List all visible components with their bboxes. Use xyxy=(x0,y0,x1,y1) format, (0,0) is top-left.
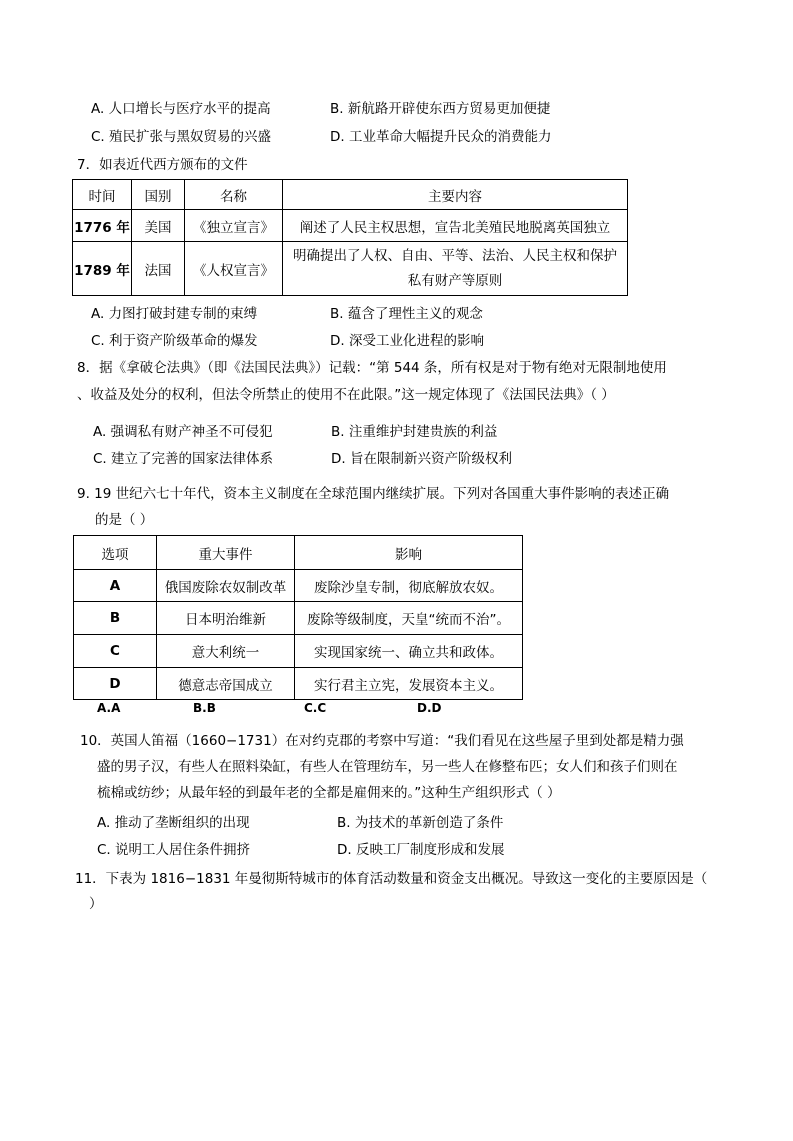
q10-option-a: A. 推动了垄断组织的出现 xyxy=(97,815,250,831)
q9-cell-event: 意大利统一 xyxy=(157,635,295,668)
q10-option-d: D. 反映工厂制度形成和发展 xyxy=(337,842,505,858)
q9-stem-line2: 的是（ ） xyxy=(95,512,154,528)
q7-header-time: 时间 xyxy=(73,180,132,210)
table-row xyxy=(74,668,523,700)
q10-option-b: B. 为技术的革新创造了条件 xyxy=(337,815,504,831)
q7-cell-time: 1776 年 xyxy=(73,210,132,242)
q7-option-d: D. 深受工业化进程的影响 xyxy=(330,333,484,349)
table-row xyxy=(74,570,523,602)
q10-stem-line1: 10．英国人笛福（1660−1731）在对约克郡的考察中写道：“我们看见在这些屋子里到处都是精力强 xyxy=(80,733,684,749)
q10-stem-line3: 梳棉或纺纱；从最年轻的到最年老的全都是雇佣来的。”这种生产组织形式（ ） xyxy=(97,785,561,801)
q9-cell-effect: 实行君主立宪，发展资本主义。 xyxy=(295,668,523,700)
q9-option-a: A.A xyxy=(97,701,121,715)
q7-cell-content-line1: 明确提出了人权、自由、平等、法治、人民主权和保护 xyxy=(293,247,617,264)
q9-header-effect: 影响 xyxy=(295,536,523,570)
q9-cell-effect: 废除等级制度，天皇“统而不治”。 xyxy=(295,602,523,635)
q7-cell-content xyxy=(283,242,628,296)
q9-cell-event: 俄国废除农奴制改革 xyxy=(157,570,295,602)
q11-stem-line1: 11．下表为 1816−1831 年曼彻斯特城市的体育活动数量和资金支出概况。导致这一变化的主要原因是（ xyxy=(75,871,708,887)
q7-header-country: 国别 xyxy=(132,180,185,210)
q8-option-d: D. 旨在限制新兴资产阶级权利 xyxy=(331,451,512,467)
q9-table xyxy=(73,535,523,700)
q7-cell-content-line2: 私有财产等原则 xyxy=(407,272,503,289)
q9-cell-option: B xyxy=(74,602,157,635)
q9-header-option: 选项 xyxy=(74,536,157,570)
q8-stem-line1: 8．据《拿破仑法典》（即《法国民法典》）记载：“第 544 条，所有权是对于物有绝对无限制地使用 xyxy=(77,360,667,376)
q9-table-header-row xyxy=(74,536,523,570)
q8-option-a: A. 强调私有财产神圣不可侵犯 xyxy=(93,424,273,440)
q10-stem-line2: 盛的男子汉，有些人在照料染缸，有些人在管理纺车，另一些人在修整布匹；女人们和孩子们则在 xyxy=(97,759,678,775)
table-row xyxy=(74,602,523,635)
q6-option-a: A. 人口增长与医疗水平的提高 xyxy=(91,101,271,117)
q11-stem-line2: ） xyxy=(89,896,103,912)
q7-option-a: A. 力图打破封建专制的束缚 xyxy=(91,306,258,322)
q9-stem-line1: 9. 19 世纪六七十年代，资本主义制度在全球范围内继续扩展。下列对各国重大事件影响的表述正确 xyxy=(77,486,670,502)
q10-option-c: C. 说明工人居住条件拥挤 xyxy=(97,842,251,858)
q9-cell-event: 德意志帝国成立 xyxy=(157,668,295,700)
table-row xyxy=(74,635,523,668)
q6-option-d: D. 工业革命大幅提升民众的消费能力 xyxy=(330,129,552,145)
q7-header-content: 主要内容 xyxy=(283,180,628,210)
q9-cell-option: D xyxy=(74,668,157,700)
q6-option-c: C. 殖民扩张与黑奴贸易的兴盛 xyxy=(91,129,272,145)
q7-cell-name: 《独立宣言》 xyxy=(185,210,283,242)
q7-option-c: C. 利于资产阶级革命的爆发 xyxy=(91,333,258,349)
q7-stem: 7．如表近代西方颁布的文件 xyxy=(77,157,248,173)
q9-option-d: D.D xyxy=(417,701,442,715)
q7-cell-content: 阐述了人民主权思想，宣告北美殖民地脱离英国独立 xyxy=(283,210,628,242)
q9-header-event: 重大事件 xyxy=(157,536,295,570)
q7-cell-country: 法国 xyxy=(132,242,185,296)
q8-option-b: B. 注重维护封建贵族的利益 xyxy=(331,424,498,440)
q8-stem-line2: 、收益及处分的权利，但法令所禁止的使用不在此限。”这一规定体现了《法国民法典》（ ） xyxy=(77,387,615,403)
q9-cell-event: 日本明治维新 xyxy=(157,602,295,635)
q7-header-name: 名称 xyxy=(185,180,283,210)
q9-cell-option: C xyxy=(74,635,157,668)
q9-option-b: B.B xyxy=(193,701,216,715)
q9-cell-effect: 实现国家统一、确立共和政体。 xyxy=(295,635,523,668)
table-row xyxy=(73,210,628,242)
q8-option-c: C. 建立了完善的国家法律体系 xyxy=(93,451,274,467)
q7-table xyxy=(72,179,628,296)
table-row xyxy=(73,242,628,296)
q9-cell-option: A xyxy=(74,570,157,602)
q7-option-b: B. 蕴含了理性主义的观念 xyxy=(330,306,483,322)
q7-cell-time: 1789 年 xyxy=(73,242,132,296)
q9-cell-effect: 废除沙皇专制，彻底解放农奴。 xyxy=(295,570,523,602)
q6-option-b: B. 新航路开辟使东西方贸易更加便捷 xyxy=(330,101,551,117)
q7-table-header-row xyxy=(73,180,628,210)
q9-option-c: C.C xyxy=(304,701,327,715)
q7-cell-country: 美国 xyxy=(132,210,185,242)
q7-cell-name: 《人权宣言》 xyxy=(185,242,283,296)
